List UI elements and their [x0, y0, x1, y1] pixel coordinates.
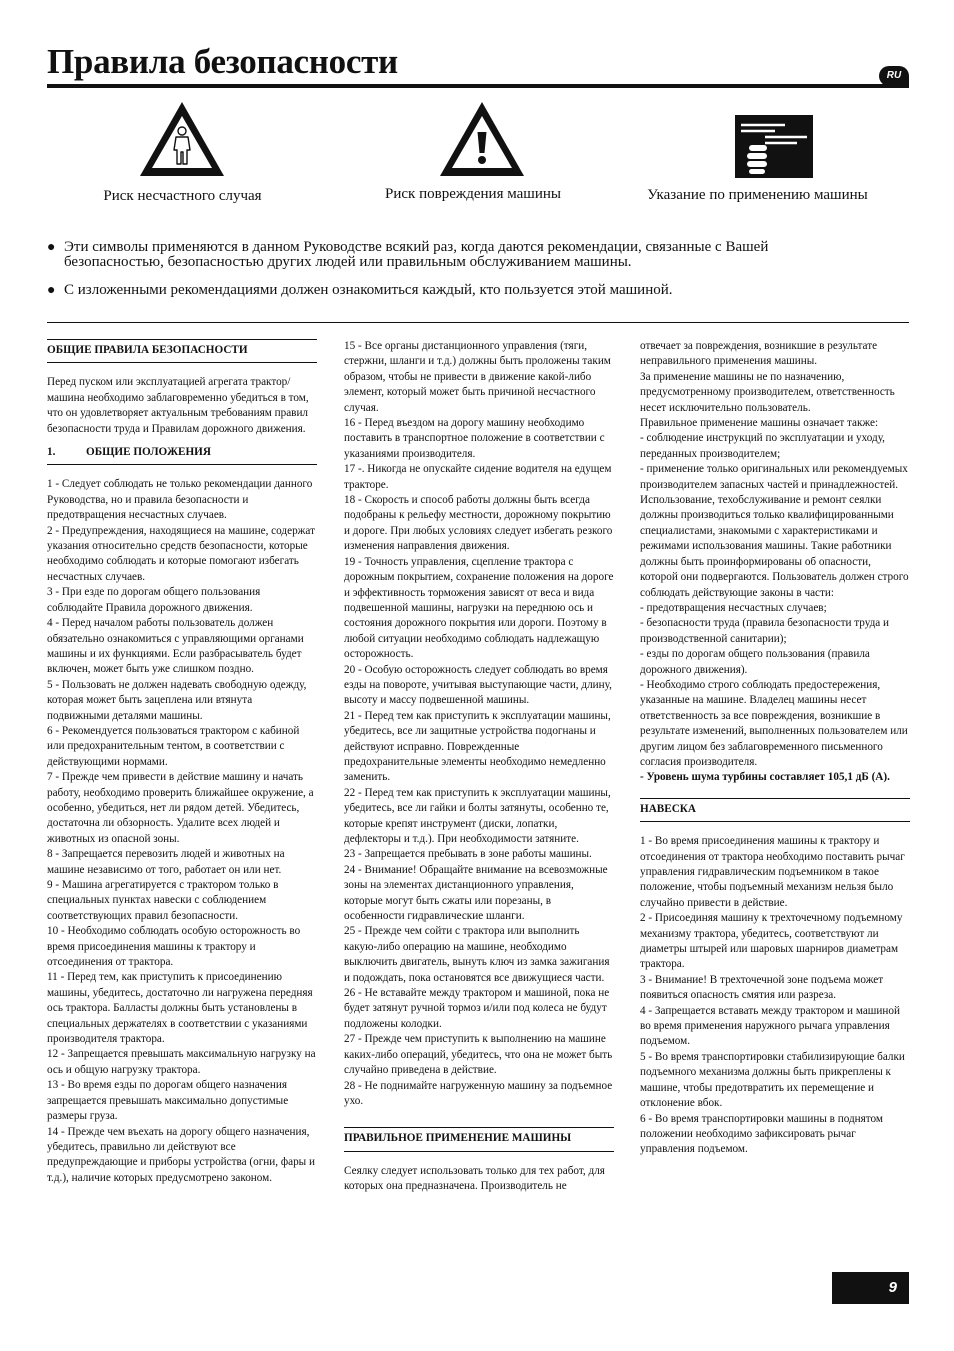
section-heading-general-safety: ОБЩИЕ ПРАВИЛА БЕЗОПАСНОСТИ	[47, 339, 317, 363]
list-item: 10 - Необходимо соблюдать особую осторожность во время присоединения машины к трактору и отсоединения от трактора.	[47, 925, 301, 969]
paragraph-line: Правильное применение машины означает также:	[640, 417, 879, 430]
paragraph: Перед пуском или эксплуатацией агрегата трактор/ машина необходимо заблаговременно убедиться в том, что он удовлетворяет актуальным требованиям правил безопасности труда и Правилам дорожного движения.	[47, 376, 309, 435]
page-title: Правила безопасности	[47, 42, 398, 81]
subsection-title: ОБЩИЕ ПОЛОЖЕНИЯ	[86, 446, 211, 459]
language-badge: RU	[879, 66, 909, 86]
list-item: 6 - Рекомендуется пользоваться трактором с кабиной или предохранительным тентом, в соответствии с действующими нормами.	[47, 724, 300, 768]
list-item: 4 - Запрещается вставать между трактором и машиной во время применения наружного рычага управления подъемом.	[640, 1004, 900, 1048]
list-item: 1 - Следует соблюдать не только рекомендации данного Руководства, но и правила безопасности и предотвращения несчастных случаев.	[47, 478, 313, 522]
intro-bullet-text: Эти символы применяются в данном Руководстве всякий раз, когда даются рекомендации, связанные с Вашей безопасностью, безопасностью других людей или правильным обслуживанием машины.	[64, 239, 769, 270]
intro-bullet	[47, 283, 847, 298]
list-item: 11 - Перед тем, как приступить к присоединению машины, убедитесь, достаточно ли нагружена передняя ось трактора. Балласты должны быть установлены в специальных держателях в соответствии с указаниями производителя трактора.	[47, 971, 313, 1046]
list-item: 22 - Перед тем как приступить к эксплуатации машины, убедитесь, все ли гайки и болты затянуты, особенно те, которые крепят инструмент (диски, лопатки, дефлекторы и т.д.). При необходимости затяните.	[344, 786, 611, 845]
column-1	[47, 339, 317, 1186]
section-heading-hitching: НАВЕСКА	[640, 798, 910, 822]
list-item: 28 - Не поднимайте нагруженную машину за подъемное ухо.	[344, 1079, 613, 1107]
list-item: 1 - Во время присоединения машины к трактору и отсоединения от трактора необходимо поставить рычаг управления гидравлическим подъемником в такое положение, чтобы подъемный механизм нельзя было случайно привести в действие.	[640, 835, 905, 909]
paragraph-line: - езды по дорогам общего пользования (правила дорожного движения).	[640, 648, 870, 676]
intro-bullet	[47, 240, 847, 270]
accident-risk-icon	[138, 100, 226, 178]
section-heading-proper-use: ПРАВИЛЬНОЕ ПРИМЕНЕНИЕ МАШИНЫ	[344, 1127, 614, 1151]
section-divider	[47, 322, 909, 323]
list-item: 9 - Машина агрегатируется с трактором только в специальных пунктах навески с соблюдением соответствующих правил безопасности.	[47, 879, 279, 922]
list-item: 14 - Прежде чем въехать на дорогу общего назначения, убедитесь, правильно ли действуют все предупреждающие и приборы устройства (огни, фары и т.д.), наличие которых предусмотрено законом.	[47, 1125, 315, 1184]
noise-level-note: - Уровень шума турбины составляет 105,1 дБ (А).	[640, 771, 890, 784]
list-item: 5 - Во время транспортировки стабилизирующие балки подъемного механизма должны быть прикреплены к машине, чтобы предотвратить их перемещение и отклонение вбок.	[640, 1050, 905, 1110]
title-rule	[47, 84, 909, 88]
list-item: 2 - Присоединяя машину к трехточечному подъемному механизму трактора, убедитесь, соответствуют ли диаметры штырей или шаровых шарниров диаметрам трактора.	[640, 912, 903, 971]
list-item: 13 - Во время езды по дорогам общего назначения запрещается превышать максимально допустимые размеры груза.	[47, 1079, 289, 1123]
spacer	[344, 1109, 614, 1127]
page-number: 9	[832, 1272, 909, 1304]
list-item: 15 - Все органы дистанционного управления (тяги, стержни, шланги и т.д.) должны быть проложены таким образом, чтобы не привести в движение какой-либо элемент, который может быть причиной несчастного случая.	[344, 340, 611, 414]
bullet-icon: ●	[47, 240, 56, 255]
paragraph-line: - безопасности труда (правила безопасности труда и производственной санитарии);	[640, 617, 890, 645]
list-item: 20 - Особую осторожность следует соблюдать во время езды на повороте, учитывая выступающие части, длину, высоту и массу подвешенной машины.	[344, 663, 612, 707]
list-item: 7 - Прежде чем привести в действие машину и начать работу, необходимо проверить ближайшее окружение, а особенно, убедиться, нет ли рядом детей. Убедитесь, достаточна ли обзорность. Удалите всех людей и животных из опасной зоны.	[47, 771, 314, 845]
column-3	[640, 339, 910, 1158]
list-item: 16 - Перед въездом на дорогу машину необходимо поставить в транспортное положение в соответствии с указаниями производителя.	[344, 417, 605, 460]
paragraph-line: - применение только оригинальных или рекомендуемых производителем запасных частей и принадлежностей.	[640, 463, 908, 491]
list-item: 8 - Запрещается перевозить людей и животных на машине независимо от того, работает он или нет.	[47, 848, 285, 876]
machine-damage-icon	[438, 100, 526, 178]
paragraph-line: - Необходимо строго соблюдать предостережения, указанные на машине. Владелец машины несет ответственность за все повреждения, возникшие в результате изменений, выполненных пользователем или другим лицом без заблаговременного письменного согласия производителя.	[640, 678, 908, 768]
list-item: 3 - При езде по дорогам общего пользования соблюдайте Правила дорожного движения.	[47, 586, 261, 614]
list-item: 5 - Пользовать не должен надевать свободную одежду, которая может быть зацеплена или втянута подвижными деталями машины.	[47, 678, 307, 722]
list-item: 23 - Запрещается пребывать в зоне работы машины.	[344, 848, 592, 861]
list-item: 4 - Перед началом работы пользователь должен обязательно ознакомиться с управляющими органами машины и их функциями. Если разбрасыватель будет включен, может быть уже слишком поздно.	[47, 617, 304, 676]
column-2	[344, 339, 614, 1195]
list-item: 19 - Точность управления, сцепление трактора с дорожным покрытием, сохранение положения на дороге и эффективность торможения зависят от веса и вида подвешенной машины, нагрузки на переднюю ось и состояния дорожного покрытия или дороги. Поэтому в любой ситуации необходимо соблюдать надлежащую осторожность.	[344, 555, 614, 661]
machine-usage-label: Указание по применению машины	[647, 187, 868, 203]
subsection-number: 1.	[47, 446, 56, 459]
list-item: 17 -. Никогда не опускайте сидение водителя на едущем тракторе.	[344, 463, 612, 491]
subsection-heading	[47, 445, 317, 465]
paragraph-line: Использование, техобслуживание и ремонт сеялки должны производиться только квалифицированными специалистами, знакомыми с характеристиками и режимами использования машины. Такие работники должны быть проинформированы об опасности, которой они подвергаются. Пользователь должен строго соблюдать действующие законы в части:	[640, 494, 909, 599]
list-item: 12 - Запрещается превышать максимальную нагрузку на ось и общую нагрузку трактора.	[47, 1048, 316, 1076]
list-item: 18 - Скорость и способ работы должны быть всегда подобраны к рельефу местности, дорожному покрытию и дороге. При любых условиях следует избегать резкого изменения направления движения.	[344, 494, 613, 553]
paragraph-line: - предотвращения несчастных случаев;	[640, 601, 827, 614]
list-item: 26 - Не вставайте между трактором и машиной, пока не будет затянут ручной тормоз и/или под колеса не будут подложены колодки.	[344, 987, 610, 1030]
paragraph: Сеялку следует использовать только для тех работ, для которых она предназначена. Производитель не	[344, 1164, 605, 1193]
machine-usage-icon	[735, 115, 813, 178]
list-item: 24 - Внимание! Обращайте внимание на всевозможные зоны на элементах дистанционного управления, которые могут быть сжаты или порезаны, в особенности гидравлические шланги.	[344, 863, 608, 923]
list-item: 27 - Прежде чем приступить к выполнению на машине каких-либо операций, убедитесь, что она не может быть случайно приведена в действие.	[344, 1033, 613, 1077]
accident-risk-label: Риск несчастного случая	[103, 188, 262, 204]
paragraph-line: - соблюдение инструкций по эксплуатации и уходу, переданных производителем;	[640, 432, 885, 460]
list-item: 3 - Внимание! В трехточечной зоне подъема может появиться опасность смятия или разреза.	[640, 973, 884, 1002]
spacer	[640, 786, 910, 798]
paragraph-line: отвечает за повреждения, возникшие в результате неправильного применения машины.	[640, 340, 878, 368]
paragraph-line: За применение машины не по назначению, предусмотренному производителем, ответственность несет исключительно пользователь.	[640, 370, 895, 414]
bullet-icon: ●	[47, 283, 56, 298]
list-item: 21 - Перед тем как приступить к эксплуатации машины, убедитесь, все ли защитные устройства подогнаны и действуют исправно. Поврежденные предохранительные элементы необходимо немедленно заменить.	[344, 709, 611, 784]
list-item: 2 - Предупреждения, находящиеся на машине, содержат указания относительно средств безопасности, которые необходимо соблюдать и которые помогают избегать несчастных случаев.	[47, 524, 315, 583]
list-item: 6 - Во время транспортировки машины в поднятом положении необходимо зафиксировать рычаг управления подъемом.	[640, 1112, 883, 1156]
list-item: 25 - Прежде чем сойти с трактора или выполнить какую-либо операцию на машине, необходимо выключить двигатель, вынуть ключ из замка зажигания и подождать, пока остановятся все движущиеся части.	[344, 925, 610, 984]
intro-bullet-text: С изложенными рекомендациями должен ознакомиться каждый, кто пользуется этой машиной.	[64, 282, 673, 298]
machine-damage-label: Риск повреждения машины	[385, 186, 561, 202]
